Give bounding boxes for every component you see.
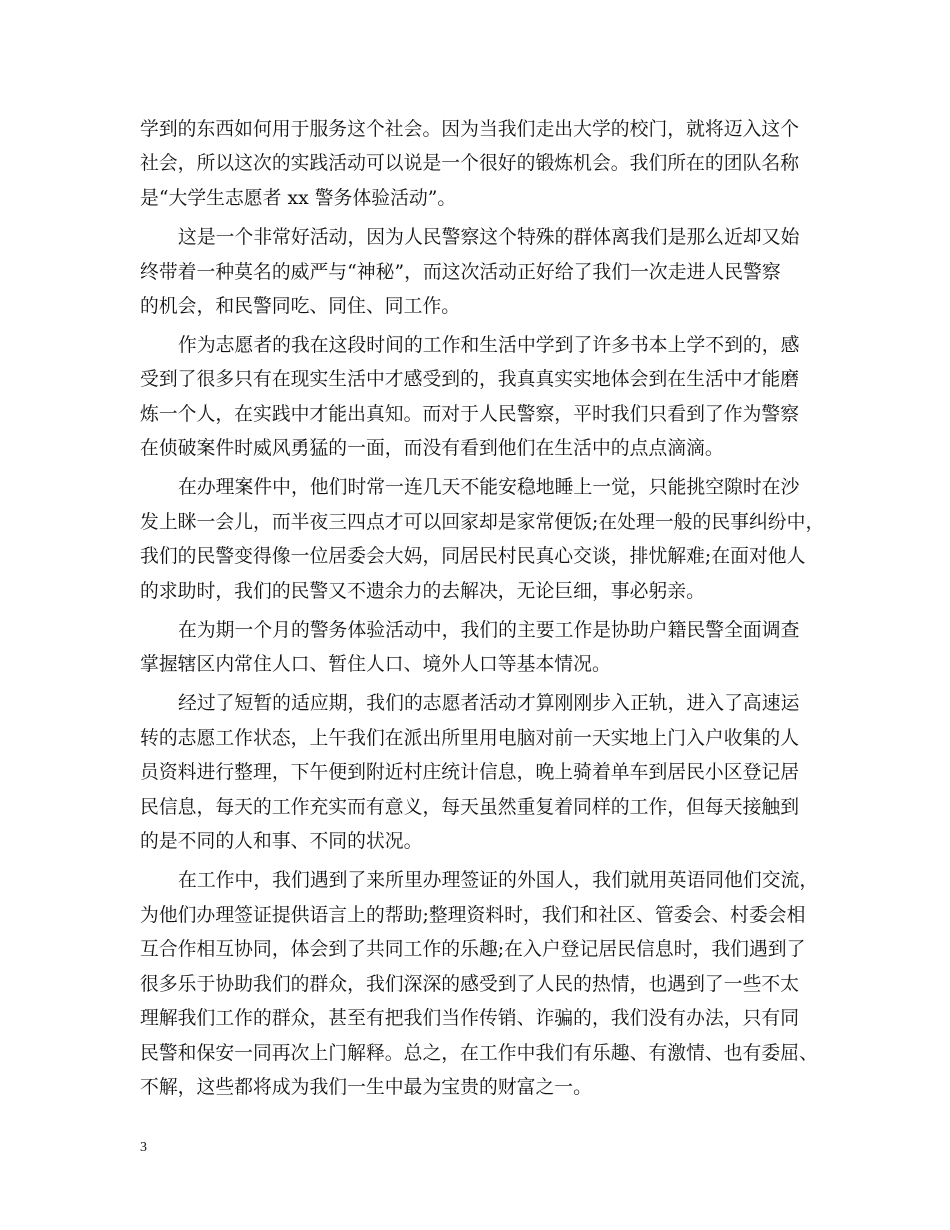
text-line: 受到了很多只有在现实生活中才感受到的，我真真实实地体会到在生活中才能磨 (140, 369, 800, 390)
text-line: 学到的东西如何用于服务这个社会。因为当我们走出大学的校门，就将迈入这个 (140, 119, 800, 140)
text-line: 为他们办理签证提供语言上的帮助;整理资料时，我们和社区、管委会、村委会相 (140, 905, 806, 926)
text-line: 在侦破案件时威风勇猛的一面，而没有看到他们在生活中的点点滴滴。 (140, 438, 724, 459)
text-line: 不解，这些都将成为我们一生中最为宝贵的财富之一。 (140, 1077, 592, 1098)
paragraph-first-line: 经过了短暂的适应期，我们的志愿者活动才算刚刚步入正轨，进入了高速运 (178, 693, 800, 714)
text-line: 的求助时，我们的民警又不遗余力的去解决，无论巨细，事必躬亲。 (140, 581, 705, 602)
text-line: 的机会，和民警同吃、同住、同工作。 (140, 296, 461, 317)
text-line: 理解我们工作的群众，甚至有把我们当作传销、诈骗的，我们没有办法，只有同 (140, 1008, 800, 1029)
text-line: 我们的民警变得像一位居委会大妈，同居民村民真心交谈，排忧解难;在面对他人 (140, 546, 806, 567)
text-line: 互合作相互协同，体会到了共同工作的乐趣;在入户登记居民信息时，我们遇到了 (140, 939, 806, 960)
paragraph-first-line: 在为期一个月的警务体验活动中，我们的主要工作是协助户籍民警全面调查 (178, 620, 800, 641)
text-line: 民信息，每天的工作充实而有意义，每天虽然重复着同样的工作，但每天接触到 (140, 797, 800, 818)
text-line: 掌握辖区内常住人口、暂住人口、境外人口等基本情况。 (140, 654, 611, 675)
text-line: 的是不同的人和事、不同的状况。 (140, 831, 423, 852)
text-line: 民警和保安一同再次上门解释。总之，在工作中我们有乐趣、有激情、也有委屈、 (140, 1043, 818, 1064)
text-line: 发上眯一会儿，而半夜三四点才可以回家却是家常便饭;在处理一般的民事纠纷中， (140, 512, 825, 533)
paragraph-first-line: 在工作中，我们遇到了来所里办理签证的外国人，我们就用英语同他们交流， (178, 870, 819, 891)
text-line: 很多乐于协助我们的群众，我们深深的感受到了人民的热情，也遇到了一些不太 (140, 974, 800, 995)
text-line: 员资料进行整理，下午便到附近村庄统计信息，晚上骑着单车到居民小区登记居 (140, 762, 800, 783)
paragraph-first-line: 作为志愿者的我在这段时间的工作和生活中学到了许多书本上学不到的，感 (178, 335, 800, 356)
paragraph-first-line: 在办理案件中，他们时常一连几天不能安稳地睡上一觉，只能挑空隙时在沙 (178, 477, 800, 498)
text-line: 终带着一种莫名的威严与“神秘”，而这次活动正好给了我们一次走进人民警察 (140, 262, 781, 283)
text-line: 转的志愿工作状态，上午我们在派出所里用电脑对前一天实地上门入户收集的人 (140, 728, 800, 749)
text-line: 是“大学生志愿者 xx 警务体验活动”。 (140, 188, 457, 209)
page-number: 3 (140, 1140, 147, 1155)
paragraph-first-line: 这是一个非常好活动，因为人民警察这个特殊的群体离我们是那么近却又始 (178, 227, 800, 248)
text-line: 炼一个人，在实践中才能出真知。而对于人民警察，平时我们只看到了作为警察 (140, 404, 800, 425)
text-line: 社会，所以这次的实践活动可以说是一个很好的锻炼机会。我们所在的团队名称 (140, 153, 800, 174)
